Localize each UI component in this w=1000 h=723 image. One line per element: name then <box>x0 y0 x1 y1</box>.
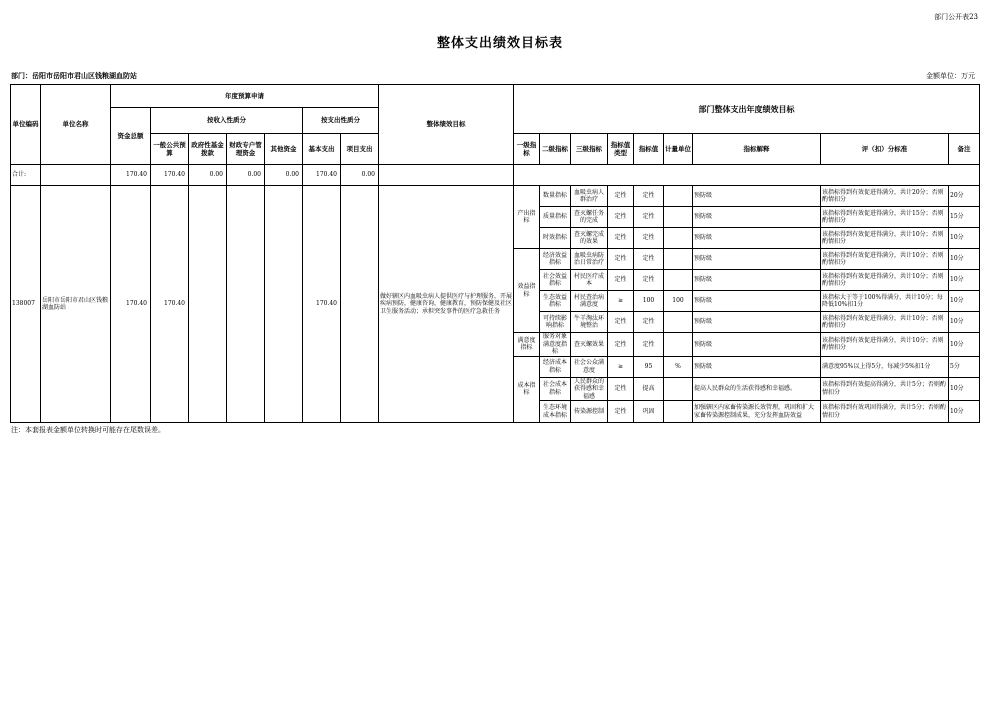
lvl2-cell: 服务对象满意度指标 <box>540 333 571 357</box>
header-basic-exp: 基本支出 <box>303 134 341 165</box>
total-other: 0.00 <box>265 165 303 186</box>
val-cell: 定性 <box>634 333 664 357</box>
explain-cell: 预防级 <box>693 207 821 228</box>
lvl2-cell: 生态环境成本指标 <box>540 401 571 423</box>
val-cell: 定性 <box>634 186 664 207</box>
unit-cell: 100 <box>664 291 693 312</box>
unit-cell <box>664 207 693 228</box>
val-cell: 提高 <box>634 377 664 401</box>
lvl3-cell: 血吸虫病防治日常治疗 <box>571 249 608 270</box>
amount-unit-label: 金额单位：万元 <box>926 72 975 80</box>
scoring-cell: 满意度95%以上得5分，每减少5%扣1分 <box>821 356 949 377</box>
lvl3-cell: 社会公众满意度 <box>571 356 608 377</box>
page-title: 整体支出绩效目标表 <box>436 36 563 51</box>
header-overall-goal: 整体绩效目标 <box>379 85 514 165</box>
header-budget-request: 年度预算申请 <box>111 85 379 108</box>
unit-cell <box>664 186 693 207</box>
lvl3-cell: 传染源控制 <box>571 401 608 423</box>
val-type-cell: 定性 <box>608 333 634 357</box>
header-special-fund: 财政专户管理资金 <box>227 134 265 165</box>
total-project: 0.00 <box>341 165 379 186</box>
header-lvl1: 一级指标 <box>514 134 540 165</box>
remark-cell: 10分 <box>949 270 980 291</box>
lvl2-cell: 质量指标 <box>540 207 571 228</box>
scoring-cell: 该指标得到有效促进得满分，共计10分；否则酌情扣分 <box>821 228 949 249</box>
val-type-cell: 定性 <box>608 228 634 249</box>
header-val-type: 指标值类型 <box>608 134 634 165</box>
total-amount: 170.40 <box>111 165 151 186</box>
total-basic: 170.40 <box>303 165 341 186</box>
lvl3-cell: 查灭螺任务的完成 <box>571 207 608 228</box>
header-by-income: 按收入性质分 <box>151 108 303 134</box>
explain-cell: 预防级 <box>693 333 821 357</box>
header-gov-fund: 政府性基金拨款 <box>189 134 227 165</box>
explain-cell: 预防级 <box>693 186 821 207</box>
header-general-budget: 一般公共预算 <box>151 134 189 165</box>
explain-cell: 预防级 <box>693 228 821 249</box>
footnote: 注：本套报表金额单位转换时可能存在尾数误差。 <box>11 426 165 434</box>
explain-cell: 预防级 <box>693 291 821 312</box>
total-special: 0.00 <box>227 165 265 186</box>
total-gov: 0.00 <box>189 165 227 186</box>
header-measure-unit: 计量单位 <box>664 134 693 165</box>
lvl2-cell: 社会成本指标 <box>540 377 571 401</box>
remark-cell: 10分 <box>949 249 980 270</box>
unit-cell <box>664 228 693 249</box>
val-cell: 定性 <box>634 312 664 333</box>
header-explain: 指标解释 <box>693 134 821 165</box>
lvl2-cell: 经济成本指标 <box>540 356 571 377</box>
scoring-cell: 该指标得到有效促进得满分，共计10分；否则酌情扣分 <box>821 312 949 333</box>
val-type-cell: 定性 <box>608 377 634 401</box>
scoring-cell: 该指标得到有效促进得满分，共计10分；否则酌情扣分 <box>821 333 949 357</box>
val-cell: 定性 <box>634 249 664 270</box>
remark-cell: 15分 <box>949 207 980 228</box>
unit-cell <box>664 312 693 333</box>
lvl2-cell: 社会效益指标 <box>540 270 571 291</box>
lvl3-cell: 人民群众的获得感和幸福感 <box>571 377 608 401</box>
lvl2-cell: 数量指标 <box>540 186 571 207</box>
lvl3-cell: 牛羊淘汰环境整治 <box>571 312 608 333</box>
val-cell: 定性 <box>634 228 664 249</box>
header-unit-name: 单位名称 <box>41 85 111 165</box>
lvl1-effect: 效益指标 <box>514 249 540 333</box>
header-lvl2: 二级指标 <box>540 134 571 165</box>
lvl2-cell: 可持续影响指标 <box>540 312 571 333</box>
lvl2-cell: 经济效益指标 <box>540 249 571 270</box>
val-type-cell: 定性 <box>608 401 634 423</box>
scoring-cell: 该指标得到有效促进得满分，共计15分；否则酌情扣分 <box>821 207 949 228</box>
header-lvl3: 三级指标 <box>571 134 608 165</box>
lvl2-cell: 生态效益指标 <box>540 291 571 312</box>
remark-cell: 10分 <box>949 401 980 423</box>
header-by-expense: 按支出性质分 <box>303 108 379 134</box>
unit-cell: % <box>664 356 693 377</box>
explain-cell: 预防级 <box>693 312 821 333</box>
unit-code: 138007 <box>11 186 41 423</box>
department-label: 部门：岳阳市岳阳市君山区钱粮湖血防站 <box>11 71 137 80</box>
remark-cell: 10分 <box>949 228 980 249</box>
scoring-cell: 该指标得到有效巩固得满分，共计5分；否则酌情扣分 <box>821 401 949 423</box>
table-row <box>11 186 980 207</box>
unit-total: 170.40 <box>111 186 151 423</box>
header-project-exp: 项目支出 <box>341 134 379 165</box>
unit-cell <box>664 333 693 357</box>
val-cell: 95 <box>634 356 664 377</box>
header-remark: 备注 <box>949 134 980 165</box>
lvl3-cell: 查灭螺效果 <box>571 333 608 357</box>
val-type-cell: 定性 <box>608 186 634 207</box>
val-cell: 定性 <box>634 207 664 228</box>
unit-cell <box>664 249 693 270</box>
header-dept-goal: 部门整体支出年度绩效目标 <box>514 85 980 134</box>
val-type-cell: 定性 <box>608 207 634 228</box>
remark-cell: 10分 <box>949 312 980 333</box>
scoring-cell: 该指标得到有效促进得满分，共计20分；否则酌情扣分 <box>821 186 949 207</box>
remark-cell: 10分 <box>949 291 980 312</box>
unit-general: 170.40 <box>151 186 189 423</box>
lvl1-output: 产出指标 <box>514 186 540 249</box>
header-other-funds: 其他资金 <box>265 134 303 165</box>
unit-basic: 170.40 <box>303 186 341 423</box>
val-cell: 巩固 <box>634 401 664 423</box>
header-val: 指标值 <box>634 134 664 165</box>
lvl1-satisfaction: 满意度指标 <box>514 333 540 357</box>
val-type-cell: ≥ <box>608 356 634 377</box>
explain-cell: 预防级 <box>693 270 821 291</box>
scoring-cell: 该指标得到有效提高得满分，共计5分；否则酌情扣分 <box>821 377 949 401</box>
header-total-funds: 资金总额 <box>111 108 151 165</box>
total-general: 170.40 <box>151 165 189 186</box>
val-cell: 定性 <box>634 270 664 291</box>
remark-cell: 10分 <box>949 377 980 401</box>
total-label: 合计: <box>11 165 41 186</box>
lvl1-cost: 成本指标 <box>514 356 540 423</box>
unit-cell <box>664 401 693 423</box>
unit-name: 岳阳市岳阳市君山区钱粮湖血防站 <box>41 186 111 423</box>
total-row <box>11 165 980 186</box>
scoring-cell: 该指标得到有效促进得满分，共计10分；否则酌情扣分 <box>821 270 949 291</box>
lvl3-cell: 血吸虫病人群治疗 <box>571 186 608 207</box>
lvl2-cell: 时效指标 <box>540 228 571 249</box>
val-cell: 100 <box>634 291 664 312</box>
lvl3-cell: 村民医疗成本 <box>571 270 608 291</box>
remark-cell: 5分 <box>949 356 980 377</box>
val-type-cell: ≥ <box>608 291 634 312</box>
explain-cell: 加强辖区内家畜传染源长效管理，巩固和扩大家畜传染源控制成果，充分发挥血防效益 <box>693 401 821 423</box>
lvl3-cell: 村民查治病满意度 <box>571 291 608 312</box>
remark-cell: 20分 <box>949 186 980 207</box>
explain-cell: 预防级 <box>693 356 821 377</box>
val-type-cell: 定性 <box>608 312 634 333</box>
page-code: 部门公开表23 <box>934 13 978 21</box>
remark-cell: 10分 <box>949 333 980 357</box>
header-scoring: 评（扣）分标准 <box>821 134 949 165</box>
unit-cell <box>664 377 693 401</box>
explain-cell: 提高人民群众的生活获得感和幸福感。 <box>693 377 821 401</box>
performance-table <box>10 84 980 423</box>
val-type-cell: 定性 <box>608 249 634 270</box>
header-unit-code: 单位编码 <box>11 85 41 165</box>
overall-goal-text: 做好辖区内血吸虫病人提供医疗与护理服务，开展疾病预防，健康咨询，健康教育，预防保健及社区卫生服务活动；承担突发事件的医疗急救任务 <box>379 186 514 423</box>
scoring-cell: 该指标得到有效促进得满分，共计10分；否则酌情扣分 <box>821 249 949 270</box>
lvl3-cell: 查灭螺完成的效果 <box>571 228 608 249</box>
scoring-cell: 该指标大于等于100%得满分，共计10分；每降低10%扣1分 <box>821 291 949 312</box>
val-type-cell: 定性 <box>608 270 634 291</box>
unit-cell <box>664 270 693 291</box>
explain-cell: 预防级 <box>693 249 821 270</box>
